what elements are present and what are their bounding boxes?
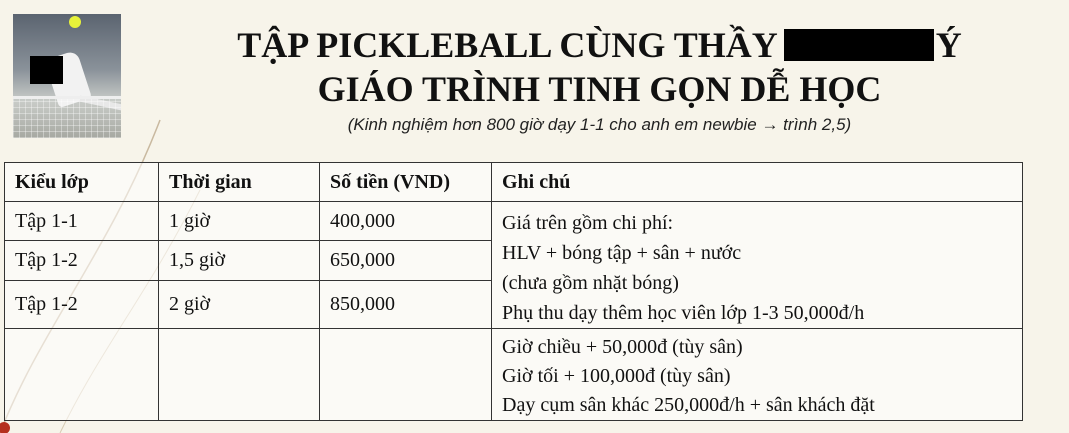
court-net bbox=[13, 96, 121, 138]
face-redaction bbox=[30, 56, 63, 84]
cell-price: 650,000 bbox=[320, 241, 492, 280]
cell-duration: 1 giờ bbox=[159, 202, 320, 241]
title-end: Ý bbox=[935, 25, 962, 65]
note-line: Giờ tối + 100,000đ (tùy sân) bbox=[502, 365, 731, 387]
cell-empty bbox=[159, 329, 320, 421]
column-header-price: Số tiền (VND) bbox=[320, 163, 492, 202]
note-line: (chưa gồm nhặt bóng) bbox=[502, 272, 679, 294]
cell-price: 850,000 bbox=[320, 280, 492, 328]
title-start: TẬP PICKLEBALL CÙNG THẦY bbox=[237, 25, 778, 65]
cell-duration: 1,5 giờ bbox=[159, 241, 320, 280]
page-title-line1 bbox=[130, 24, 1069, 66]
note-line: Dạy cụm sân khác 250,000đ/h + sân khách đặt bbox=[502, 394, 875, 416]
note-line: Phụ thu dạy thêm học viên lớp 1-3 50,000đ/h bbox=[502, 302, 865, 324]
cell-price: 400,000 bbox=[320, 202, 492, 241]
note-line: Giá trên gồm chi phí: bbox=[502, 212, 674, 234]
pickleball-ball bbox=[69, 16, 81, 28]
cell-type: Tập 1-1 bbox=[5, 202, 159, 241]
cell-empty bbox=[320, 329, 492, 421]
column-header-notes: Ghi chú bbox=[492, 163, 1023, 202]
cell-type: Tập 1-2 bbox=[5, 280, 159, 328]
cell-empty bbox=[5, 329, 159, 421]
note-line: HLV + bóng tập + sân + nước bbox=[502, 242, 742, 264]
cell-notes-included bbox=[492, 202, 1023, 329]
cell-notes-surcharge bbox=[492, 329, 1023, 421]
column-header-type: Kiểu lớp bbox=[5, 163, 159, 202]
table-header-row bbox=[5, 163, 1023, 202]
column-header-duration: Thời gian bbox=[159, 163, 320, 202]
cell-type: Tập 1-2 bbox=[5, 241, 159, 280]
page-subtitle: (Kinh nghiệm hơn 800 giờ dạy 1-1 cho anh em newbie → trình 2,5) bbox=[347, 115, 852, 134]
name-redaction bbox=[784, 29, 934, 61]
table-row bbox=[5, 202, 1023, 241]
note-line: Giờ chiều + 50,000đ (tùy sân) bbox=[502, 336, 743, 358]
coach-photo bbox=[13, 14, 121, 138]
table-row bbox=[5, 329, 1023, 421]
page-title-line2: GIÁO TRÌNH TINH GỌN DỄ HỌC bbox=[317, 69, 882, 109]
price-table bbox=[4, 162, 1023, 421]
cell-duration: 2 giờ bbox=[159, 280, 320, 328]
